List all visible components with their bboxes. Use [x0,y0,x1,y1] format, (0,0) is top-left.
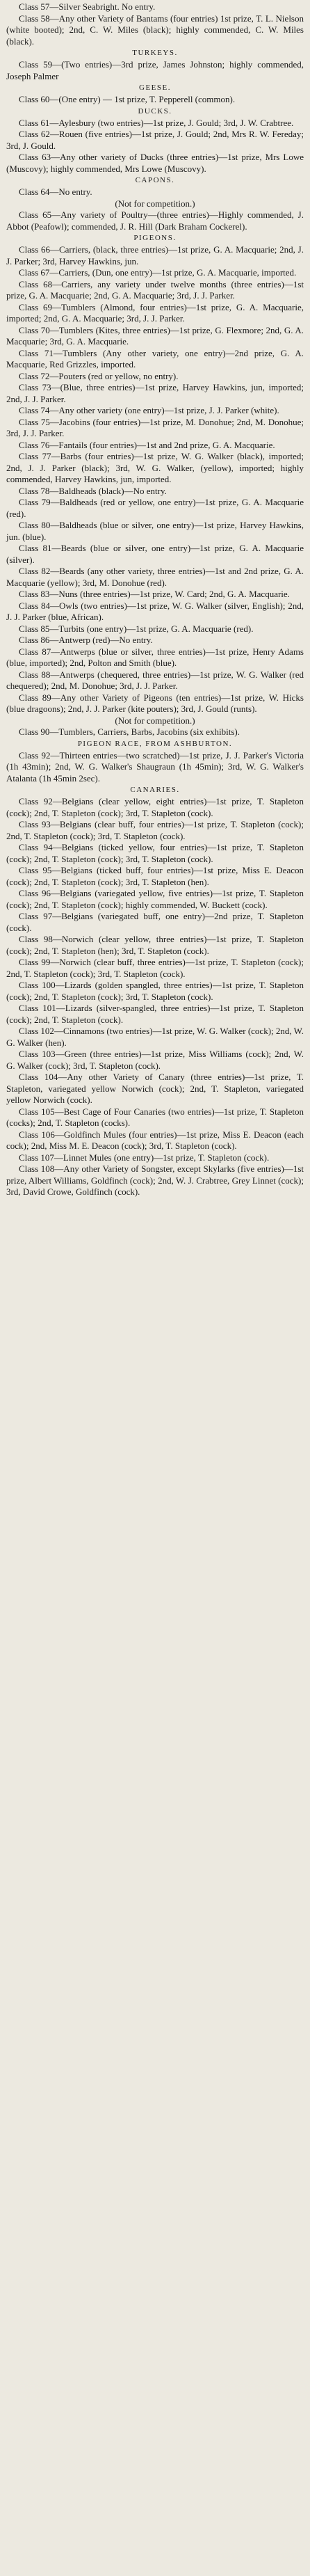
class-entry: Class 82—Beards (any other variety, three entries)—1st and 2nd prize, G. A. Macquarie (yellow); 3rd, M. Donohue (red). [6,566,304,588]
class-entry: Class 75—Jacobins (four entries)—1st prize, M. Donohue; 2nd, M. Donohue; 3rd, J. J. Parker. [6,416,304,438]
class-entry: Class 86—Antwerp (red)—No entry. [19,635,153,645]
class-entry: Class 73—(Blue, three entries)—1st prize, Harvey Hawkins, jun, imported; 2nd, J. J. Parker. [6,382,304,404]
class-entry: Class 90—Tumblers, Carriers, Barbs, Jacobins (six exhibits). [19,726,240,737]
class-entry: Class 72—Pouters (red or yellow, no entry). [19,370,179,381]
class-entry: Class 94—Belgians (ticked yellow, four entries)—1st prize, T. Stapleton (cock); 2nd, T. Stapleton (cock); 3rd, T. Stapleton (cock). [6,842,304,864]
class-entry: Class 96—Belgians (variegated yellow, five entries)—1st prize, T. Stapleton (cock); 2nd, T. Stapleton (cock); highly commended, W. Buckett (cock). [6,888,304,910]
competition-note: (Not for competition.) [115,715,195,726]
class-entry: Class 69—Tumblers (Almond, four entries)—1st prize, G. A. Macquarie, imported; 2nd, G. A. Macquarie; 3rd, J. J. Parker. [6,301,304,324]
class-entry: Class 100—Lizards (golden spangled, three entries)—1st prize, T. Stapleton (cock); 2nd, T. Stapleton (cock); 3rd, T. Stapleton (cock). [6,980,304,1002]
class-entry: Class 102—Cinnamons (two entries)—1st prize, W. G. Walker (cock); 2nd, W. G. Walker (hen). [6,1026,304,1048]
class-entry: Class 95—Belgians (ticked buff, four entries)—1st prize, Miss E. Deacon (cock); 2nd, T. Stapleton (cock); 3rd, T. Stapleton (hen). [6,865,304,887]
class-entry: Class 84—Owls (two entries)—1st prize, W. G. Walker (silver, English); 2nd, J. J. Parker (blue, African). [6,600,304,622]
class-entry: Class 88—Antwerps (chequered, three entries)—1st prize, W. G. Walker (red chequered); 2nd, M. Donohue; 3rd, J. J. Parker. [6,669,304,691]
class-entry: Class 92—Thirteen entries—two scratched)—1st prize, J. J. Parker's Victoria (1h 43min); 2nd, W. G. Walker's Shaugraun (1h 45min); 3rd, W. G. Walker's Atalanta (1h 45min 2sec). [6,749,304,784]
class-entry: Class 92—Belgians (clear yellow, eight entries)—1st prize, T. Stapleton (cock); 2nd, T. Stapleton (cock); 3rd, T. Stapleton (cock). [6,796,304,818]
section-heading: PIGEON RACE, FROM ASHBURTON. [77,739,233,748]
class-entry: Class 77—Barbs (four entries)—1st prize, W. G. Walker (black), imported; 2nd, J. J. Parker (black); 3rd, W. G. Walker, (yellow), imported; highly commended, Harvey Hawkins, jun, imported. [6,451,304,484]
class-entry: Class 74—Any other variety (one entry)—1st prize, J. J. Parker (white). [19,405,279,415]
section-heading: CAPONS. [135,176,175,184]
class-entry: Class 98—Norwich (clear yellow, three entries)—1st prize, T. Stapleton (cock); 2nd, T. Stapleton (hen); 3rd, T. Stapleton (cock). [6,934,304,956]
class-entry: Class 62—Rouen (five entries)—1st prize, J. Gould; 2nd, Mrs R. W. Fereday; 3rd, J. Gould. [6,129,304,151]
class-entry: Class 68—Carriers, any variety under twelve months (three entries)—1st prize, G. A. Macquarie; 2nd, G. A. Macquarie; 3rd, J. J. Parker. [6,278,304,301]
section-heading: PIGEONS. [133,234,177,242]
class-entry: Class 97—Belgians (variegated buff, one entry)—2nd prize, T. Stapleton (cock). [6,911,304,933]
class-entry: Class 80—Baldheads (blue or silver, one entry)—1st prize, Harvey Hawkins, jun. (blue). [6,520,304,542]
class-entry: Class 64—No entry. [19,186,92,197]
class-entry: Class 61—Aylesbury (two entries)—1st prize, J. Gould; 3rd, J. W. Crabtree. [19,117,294,128]
class-entry: Class 89—Any other Variety of Pigeons (ten entries)—1st prize, W. Hicks (blue dragoons); 2nd, J. J. Parker (kite pouters); 3rd, J. Gould (runts). [6,692,304,714]
class-entry: Class 71—Tumblers (Any other variety, one entry)—2nd prize, G. A. Macquarie, Red Grizzles, imported. [6,347,304,369]
class-entry: Class 81—Beards (blue or silver, one entry)—1st prize, G. A. Macquarie (silver). [6,543,304,565]
class-entry: Class 104—Any other Variety of Canary (three entries)—1st prize, T. Stapleton, variegated yellow Norwich (cock); 2nd, T. Stapleton, variegated yellow Norwich (cock). [6,1072,304,1105]
class-entry: Class 105—Best Cage of Four Canaries (two entries)—1st prize, T. Stapleton (cocks); 2nd, T. Stapleton (cocks). [6,1106,304,1128]
class-entry: Class 70—Tumblers (Kites, three entries)—1st prize, G. Flexmore; 2nd, G. A. Macquarie; 3rd, G. A. Macquarie. [6,324,304,347]
section-heading: DUCKS. [138,106,172,116]
class-entry: Class 76—Fantails (four entries)—1st and 2nd prize, G. A. Macquarie. [19,439,275,450]
class-entry: Class 63—Any other variety of Ducks (three entries)—1st prize, Mrs Lowe (Muscovy); highly commended, Mrs Lowe (Muscovy). [6,152,304,174]
class-entry: Class 59—(Two entries)—3rd prize, James Johnston; highly commended, Joseph Palmer [6,59,304,81]
class-entry: Class 67—Carriers, (Dun, one entry)—1st prize, G. A. Macquarie, imported. [19,267,297,278]
class-entry: Class 106—Goldfinch Mules (four entries)—1st prize, Miss E. Deacon (each cock); 2nd, Miss M. E. Deacon (cock); 3rd, T. Stapleton (cock). [6,1129,304,1151]
section-heading: CANARIES. [130,786,180,794]
class-entry: Class 60—(One entry) — 1st prize, T. Pepperell (common). [19,94,236,104]
section-heading: GEESE. [139,84,171,92]
class-entry: Class 108—Any other Variety of Songster, except Skylarks (five entries)—1st prize, Albert Williams, Goldfinch (cock); 2nd, W. J. Crabtree, Grey Linnet (cock); 3rd, David Crowe, Goldfinch (cock). [6,1163,304,1197]
class-entry: Class 87—Antwerps (blue or silver, three entries)—1st prize, Henry Adams (blue, imported); 2nd, Polton and Smith (blue). [6,646,304,668]
class-entry: Class 58—Any other Variety of Bantams (four entries) 1st prize, T. L. Nielson (white booted); 2nd, C. W. Miles (black); highly commended, C. W. Miles (black). [6,13,304,47]
class-entry: Class 85—Turbits (one entry)—1st prize, G. A. Macquarie (red). [19,623,254,634]
competition-note: (Not for competition.) [115,198,195,209]
class-entry: Class 66—Carriers, (black, three entries)—1st prize, G. A. Macquarie; 2nd, J. J. Parker; 3rd, Harvey Hawkins, jun. [6,244,304,267]
class-entry: Class 78—Baldheads (black)—No entry. [19,485,167,496]
class-entry: Class 79—Baldheads (red or yellow, one entry)—1st prize, G. A. Macquarie (red). [6,497,304,519]
class-entry: Class 83—Nuns (three entries)—1st prize, W. Card; 2nd, G. A. Macquarie. [19,589,290,599]
section-heading: TURKEYS. [132,49,178,57]
class-entry: Class 99—Norwich (clear buff, three entries)—1st prize, T. Stapleton (cock); 2nd, T. Stapleton (cock); 3rd, T. Stapleton (cock). [6,957,304,979]
class-entry: Class 93—Belgians (clear buff, four entries)—1st prize, T. Stapleton (cock); 2nd, T. Stapleton (cock); 3rd, T. Stapleton (cock). [6,819,304,841]
class-entry: Class 103—Green (three entries)—1st prize, Miss Williams (cock); 2nd, W. G. Walker (cock); 3rd, T. Stapleton (cock). [6,1049,304,1071]
class-entry: Class 65—Any variety of Poultry—(three entries)—Highly commended, J. Abbot (Peafowl); commended, J. R. Hill (Dark Braham Cockerel). [6,209,304,232]
class-entry: Class 101—Lizards (silver-spangled, three entries)—1st prize, T. Stapleton (cock); 2nd, T. Stapleton (cock). [6,1003,304,1025]
newspaper-column [0,0,310,1198]
class-entry: Class 107—Linnet Mules (one entry)—1st prize, T. Stapleton (cock). [19,1152,270,1163]
class-entry: Class 57—Silver Seabright. No entry. [19,1,156,12]
